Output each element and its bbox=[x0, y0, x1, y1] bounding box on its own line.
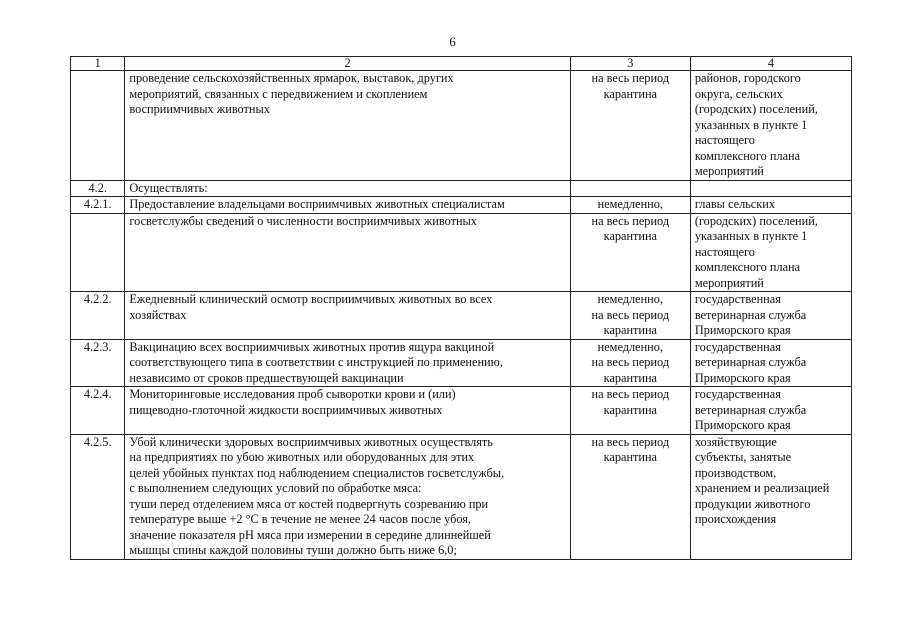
term-text: на весь период карантина bbox=[570, 71, 690, 181]
measure-text: Убой клинически здоровых восприимчивых животных осуществлять на предприятиях по убою животных или оборудованных для этих целей убойных пунктах под наблюдением специалистов госветслужбы, с выполнением следующих условий по обработке мяса: туши перед отделением мяса от костей подвергнуть созреванию при температуре выше +2 °С в течение не менее 24 часов после убоя, значение показателя pH мяса при измерении в середине длиннейшей мышцы спины каждой половины туши должно быть ниже 6,0; bbox=[125, 434, 570, 559]
measure-text: Осуществлять: bbox=[125, 180, 570, 197]
measure-text: Ежедневный клинический осмотр восприимчивых животных во всех хозяйствах bbox=[125, 292, 570, 340]
term-text: на весь период карантина bbox=[570, 213, 690, 292]
responsible-text: районов, городского округа, сельских (городских) поселений, указанных в пункте 1 настоящего комплексного плана мероприятий bbox=[690, 71, 851, 181]
column-header: 2 bbox=[125, 57, 570, 71]
term-text: немедленно, на весь период карантина bbox=[570, 339, 690, 387]
term-text bbox=[570, 180, 690, 197]
column-header: 3 bbox=[570, 57, 690, 71]
measure-text: Мониторинговые исследования проб сыворотки крови и (или) пищеводно-глоточной жидкости восприимчивых животных bbox=[125, 387, 570, 435]
table-header-row bbox=[71, 57, 852, 71]
term-text: на весь период карантина bbox=[570, 434, 690, 559]
table-row bbox=[71, 387, 852, 435]
responsible-text: государственная ветеринарная служба Приморского края bbox=[690, 292, 851, 340]
table-row bbox=[71, 213, 852, 292]
table-row bbox=[71, 434, 852, 559]
measure-text: госветслужбы сведений о численности восприимчивых животных bbox=[125, 213, 570, 292]
measure-text: Вакцинацию всех восприимчивых животных против ящура вакциной соответствующего типа в соответствии с инструкцией по применению, независимо от сроков предшествующей вакцинации bbox=[125, 339, 570, 387]
item-number: 4.2.5. bbox=[71, 434, 125, 559]
table-row bbox=[71, 71, 852, 181]
page-number: 6 bbox=[449, 34, 456, 49]
responsible-text: хозяйствующие субъекты, занятые производством, хранением и реализацией продукции животного происхождения bbox=[690, 434, 851, 559]
responsible-text: государственная ветеринарная служба Приморского края bbox=[690, 339, 851, 387]
item-number: 4.2. bbox=[71, 180, 125, 197]
responsible-text: (городских) поселений, указанных в пункте 1 настоящего комплексного плана мероприятий bbox=[690, 213, 851, 292]
column-header: 4 bbox=[690, 57, 851, 71]
table-row bbox=[71, 180, 852, 197]
term-text: на весь период карантина bbox=[570, 387, 690, 435]
item-number: 4.2.1. bbox=[71, 197, 125, 214]
table-row bbox=[71, 292, 852, 340]
item-number: 4.2.2. bbox=[71, 292, 125, 340]
responsible-text: государственная ветеринарная служба Приморского края bbox=[690, 387, 851, 435]
item-number bbox=[71, 71, 125, 181]
column-header: 1 bbox=[71, 57, 125, 71]
responsible-text bbox=[690, 180, 851, 197]
measure-text: проведение сельскохозяйственных ярмарок, выставок, других мероприятий, связанных с передвижением и скоплением восприимчивых животных bbox=[125, 71, 570, 181]
term-text: немедленно, на весь период карантина bbox=[570, 292, 690, 340]
item-number bbox=[71, 213, 125, 292]
table-row bbox=[71, 339, 852, 387]
table-row bbox=[71, 197, 852, 214]
measure-text: Предоставление владельцами восприимчивых животных специалистам bbox=[125, 197, 570, 214]
item-number: 4.2.4. bbox=[71, 387, 125, 435]
measures-table bbox=[70, 56, 852, 560]
item-number: 4.2.3. bbox=[71, 339, 125, 387]
term-text: немедленно, bbox=[570, 197, 690, 214]
responsible-text: главы сельских bbox=[690, 197, 851, 214]
